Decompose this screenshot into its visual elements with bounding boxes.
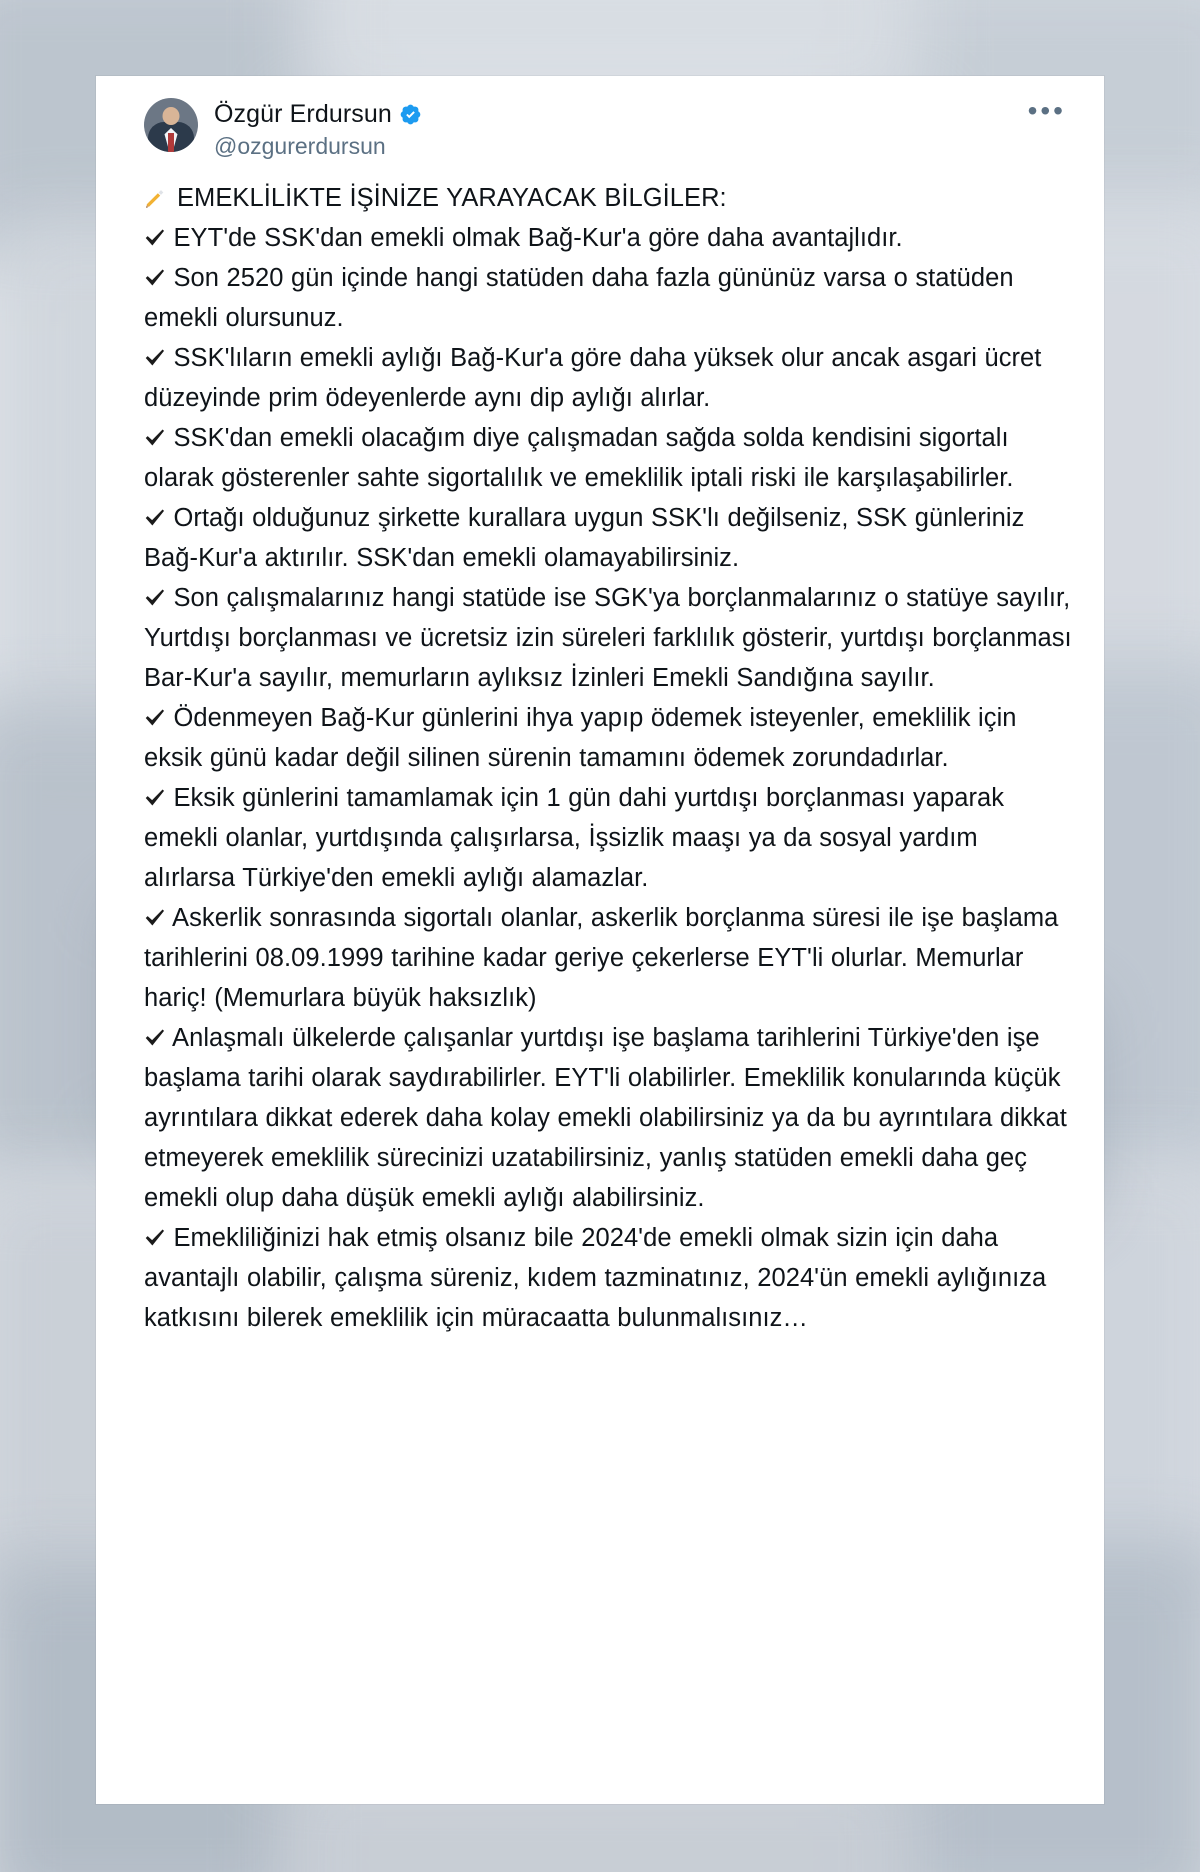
tweet-text bbox=[120, 178, 1080, 1338]
check-mark-icon bbox=[144, 587, 165, 608]
tweet-paragraph bbox=[144, 898, 1074, 1018]
writing-hand-emoji bbox=[144, 186, 167, 209]
author-handle[interactable]: @ozgurerdursun bbox=[214, 133, 386, 159]
check-mark-icon bbox=[144, 507, 165, 528]
tweet-paragraph-text: Eksik günlerini tamamlamak için 1 gün dahi yurtdışı borçlanması yaparak emekli olanlar, yurtdışında çalışırlarsa, İşsizlik maaşı ya da sosyal yardım alırlarsa Türkiye'den emekli aylığı alamazlar. bbox=[144, 784, 1005, 892]
avatar-tie bbox=[168, 133, 174, 152]
tweet-paragraph bbox=[144, 578, 1074, 698]
verified-badge-icon bbox=[399, 103, 422, 126]
tweet-paragraph bbox=[144, 418, 1074, 498]
tweet-paragraph bbox=[144, 498, 1074, 578]
tweet-paragraph bbox=[144, 1218, 1074, 1338]
more-options-icon[interactable]: ••• bbox=[1027, 95, 1066, 126]
tweet-paragraph bbox=[144, 258, 1074, 338]
tweet-paragraph-text: Emekliliğinizi hak etmiş olsanız bile 2024'de emekli olmak sizin için daha avantajlı olabilir, çalışma süreniz, kıdem tazminatınız, 2024'ün emekli aylığınıza katkısını bilerek emeklilik için müracaatta bulunmalısınız… bbox=[144, 1224, 1047, 1332]
tweet-paragraph bbox=[144, 698, 1074, 778]
check-mark-icon bbox=[144, 787, 165, 808]
avatar-head bbox=[163, 107, 180, 125]
tweet-paragraph-text: Ortağı olduğunuz şirkette kurallara uygun SSK'lı değilseniz, SSK günleriniz Bağ-Kur'a aktırılır. SSK'dan emekli olamayabilirsiniz. bbox=[144, 504, 1025, 572]
check-mark-icon bbox=[144, 1227, 165, 1248]
tweet-paragraph bbox=[144, 218, 1074, 258]
tweet-header bbox=[120, 95, 1080, 160]
tweet-paragraph bbox=[144, 178, 1074, 218]
check-mark-icon bbox=[144, 347, 165, 368]
tweet-paragraph-text: Ödenmeyen Bağ-Kur günlerini ihya yapıp ödemek isteyenler, emeklilik için eksik günü kadar değil silinen sürenin tamamını ödemek zorundadırlar. bbox=[144, 704, 1017, 772]
tweet-paragraph-text: SSK'lıların emekli aylığı Bağ-Kur'a göre daha yüksek olur ancak asgari ücret düzeyinde prim ödeyenlerde aynı dip aylığı alırlar. bbox=[144, 344, 1042, 412]
tweet-paragraph bbox=[144, 778, 1074, 898]
check-mark-icon bbox=[144, 267, 165, 288]
check-mark-icon bbox=[144, 707, 165, 728]
tweet-paragraph-text: SSK'dan emekli olacağım diye çalışmadan sağda solda kendisini sigortalı olarak gösterenler sahte sigortalılık ve emeklilik iptali riski ile karşılaşabilirler. bbox=[144, 424, 1014, 492]
tweet-paragraph bbox=[144, 1018, 1074, 1218]
tweet-card bbox=[96, 76, 1104, 1804]
author-name-row bbox=[214, 100, 1022, 129]
check-mark-icon bbox=[144, 907, 165, 928]
tweet-paragraph-text: EMEKLİLİKTE İŞİNİZE YARAYACAK BİLGİLER: bbox=[177, 184, 727, 212]
tweet-paragraph-text: Son çalışmalarınız hangi statüde ise SGK'ya borçlanmalarınız o statüye sayılır, Yurtdışı borçlanması ve ücretsiz izin süreleri farklılık gösterir, yurtdışı borçlanması Bar-Kur'a sayılır, memurların aylıksız İzinleri Emekli Sandığına sayılır. bbox=[144, 584, 1072, 692]
tweet-paragraph-text: Askerlik sonrasında sigortalı olanlar, askerlik borçlanma süresi ile işe başlama tarihlerini 08.09.1999 tarihine kadar geriye çekerlerse EYT'li olurlar. Memurlar hariç! (Memurlara büyük haksızlık) bbox=[144, 904, 1059, 1012]
tweet-paragraph-text: Anlaşmalı ülkelerde çalışanlar yurtdışı işe başlama tarihlerini Türkiye'den işe başlama tarihi olarak saydırabilirler. EYT'li olabilirler. Emeklilik konularında küçük ayrıntılara dikkat ederek daha kolay emekli olabilirsiniz ya da bu ayrıntılara dikkat etmeyerek emeklilik sürecinizi uzatabilirsiniz, yanlış statüden emekli daha geç emekli olup daha düşük emekli aylığı alabilirsiniz. bbox=[144, 1024, 1067, 1212]
author-block bbox=[214, 98, 1022, 160]
tweet-paragraph-text: Son 2520 gün içinde hangi statüden daha fazla gününüz varsa o statüden emekli olursunuz. bbox=[144, 264, 1014, 332]
check-mark-icon bbox=[144, 1027, 165, 1048]
tweet-paragraph-text: EYT'de SSK'dan emekli olmak Bağ-Kur'a göre daha avantajlıdır. bbox=[173, 224, 903, 252]
check-mark-icon bbox=[144, 427, 165, 448]
check-mark-icon bbox=[144, 227, 165, 248]
author-display-name[interactable]: Özgür Erdursun bbox=[214, 100, 392, 128]
avatar[interactable] bbox=[144, 98, 198, 152]
tweet-paragraph bbox=[144, 338, 1074, 418]
